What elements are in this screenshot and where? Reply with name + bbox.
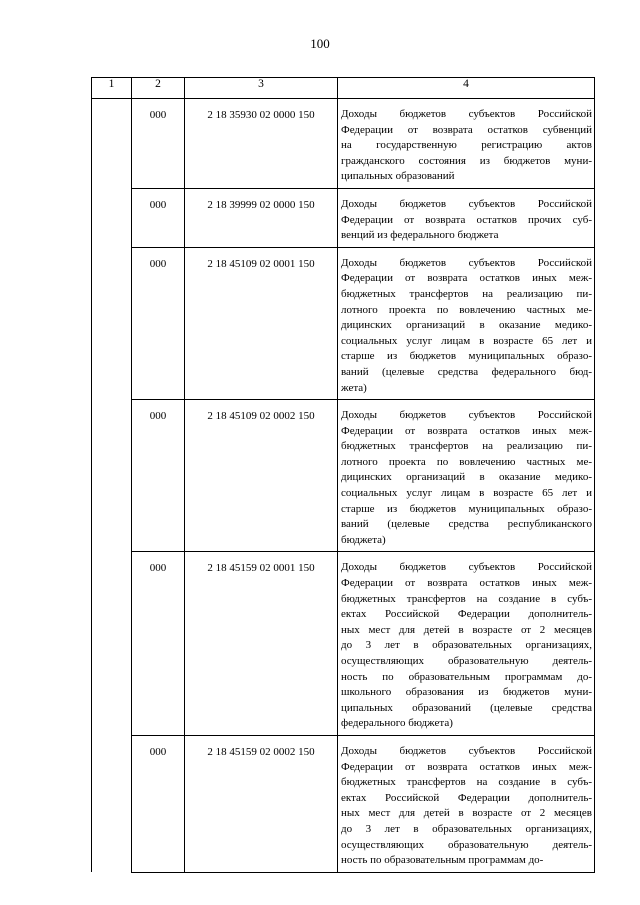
- description-line: Доходы бюджетов субъектов Российской: [341, 744, 592, 757]
- row-cell-description: [338, 400, 595, 552]
- table-row: [92, 99, 595, 189]
- column-header-2: 2: [132, 78, 185, 99]
- description-line: ваний (целевые средства федерального бюд-: [341, 365, 592, 378]
- table-body: [92, 99, 595, 873]
- row-cell-code: 000: [132, 400, 185, 552]
- table-row: [92, 188, 595, 247]
- description-line: лотного проекта по вовлечению частных ме-: [341, 455, 592, 468]
- table-row: [92, 552, 595, 736]
- description-line: Доходы бюджетов субъектов Российской: [341, 561, 592, 574]
- description-line: Федерации от возврата остатков иных меж-: [341, 577, 592, 590]
- description-line: бюджетных трансфертов на создание в субъ-: [341, 776, 592, 789]
- row-cell-description: [338, 188, 595, 247]
- description-line: Федерации от возврата остатков иных меж-: [341, 424, 592, 437]
- table-row: [92, 735, 595, 872]
- description-line: социальных услуг лицам в возрасте 65 лет и: [341, 334, 592, 347]
- description-line: Доходы бюджетов субъектов Российской: [341, 409, 592, 422]
- description-line: федерального бюджета): [341, 717, 453, 730]
- row-cell-budget-code: 2 18 45159 02 0001 150: [185, 552, 338, 736]
- description-line: лотного проекта по вовлечению частных ме-: [341, 303, 592, 316]
- description-line: Федерации от возврата остатков иных меж-: [341, 760, 592, 773]
- description-line: Доходы бюджетов субъектов Российской: [341, 256, 592, 269]
- row-cell-budget-code: 2 18 35930 02 0000 150: [185, 99, 338, 189]
- row-cell-code: 000: [132, 99, 185, 189]
- row-cell-description: [338, 735, 595, 872]
- description-line: Федерации от возврата остатков прочих суб-: [341, 213, 592, 226]
- row-cell-col1: [92, 400, 132, 552]
- description-line: венций из федерального бюджета: [341, 229, 499, 242]
- description-line: ность по образовательным программам до-: [341, 854, 544, 867]
- description-line: осуществляющих образовательную деятель-: [341, 838, 592, 851]
- row-cell-budget-code: 2 18 39999 02 0000 150: [185, 188, 338, 247]
- description-line: ваний (целевые средства республиканского: [341, 518, 592, 531]
- row-cell-description: [338, 99, 595, 189]
- row-cell-budget-code: 2 18 45109 02 0002 150: [185, 400, 338, 552]
- page-number: 100: [310, 36, 330, 51]
- table-header-row: [92, 78, 595, 99]
- row-cell-code: 000: [132, 552, 185, 736]
- row-cell-code: 000: [132, 735, 185, 872]
- budget-codes-table: [91, 77, 595, 873]
- column-header-4: 4: [338, 78, 595, 99]
- description-line: Доходы бюджетов субъектов Российской: [341, 197, 592, 210]
- description-line: школьного образования из бюджетов муни-: [341, 686, 592, 699]
- row-cell-col1: [92, 247, 132, 399]
- description-line: бюджетных трансфертов на реализацию пи-: [341, 287, 592, 300]
- description-line: дицинских организаций в оказание медико-: [341, 471, 592, 484]
- description-line: старше из бюджетов муниципальных образо-: [341, 350, 592, 363]
- table-row: [92, 247, 595, 399]
- description-line: ципальных образований: [341, 170, 455, 183]
- row-cell-col1: [92, 188, 132, 247]
- column-header-1: 1: [92, 78, 132, 99]
- row-cell-budget-code: 2 18 45159 02 0002 150: [185, 735, 338, 872]
- column-header-3: 3: [185, 78, 338, 99]
- description-line: на государственную регистрацию актов: [341, 139, 592, 152]
- description-line: бюджета): [341, 533, 386, 546]
- description-line: бюджетных трансфертов на реализацию пи-: [341, 440, 592, 453]
- description-line: ектах Российской Федерации дополнитель-: [341, 791, 592, 804]
- row-cell-code: 000: [132, 247, 185, 399]
- description-line: до 3 лет в образовательных организациях,: [341, 822, 592, 835]
- description-line: Федерации от возврата остатков иных меж-: [341, 272, 592, 285]
- description-line: ных мест для детей в возрасте от 2 месяцев: [341, 807, 592, 820]
- description-line: Доходы бюджетов субъектов Российской: [341, 108, 592, 120]
- row-cell-budget-code: 2 18 45109 02 0001 150: [185, 247, 338, 399]
- row-cell-description: [338, 552, 595, 736]
- description-line: ципальных образований (целевые средства: [341, 701, 592, 714]
- description-line: до 3 лет в образовательных организациях,: [341, 639, 592, 652]
- description-line: жета): [341, 381, 367, 394]
- row-cell-col1: [92, 99, 132, 189]
- row-cell-col1: [92, 735, 132, 872]
- row-cell-col1: [92, 552, 132, 736]
- description-line: ных мест для детей в возрасте от 2 месяцев: [341, 623, 592, 636]
- description-line: дицинских организаций в оказание медико-: [341, 319, 592, 332]
- description-line: бюджетных трансфертов на создание в субъ-: [341, 592, 592, 605]
- description-line: гражданского состояния из бюджетов муни-: [341, 154, 592, 167]
- description-line: ность по образовательным программам до-: [341, 670, 592, 683]
- description-line: социальных услуг лицам в возрасте 65 лет и: [341, 487, 592, 500]
- description-line: Федерации от возврата остатков субвенций: [341, 123, 592, 136]
- description-line: старше из бюджетов муниципальных образо-: [341, 502, 592, 515]
- description-line: ектах Российской Федерации дополнитель-: [341, 608, 592, 621]
- row-cell-description: [338, 247, 595, 399]
- table-row: [92, 400, 595, 552]
- description-line: осуществляющих образовательную деятель-: [341, 655, 592, 667]
- row-cell-code: 000: [132, 188, 185, 247]
